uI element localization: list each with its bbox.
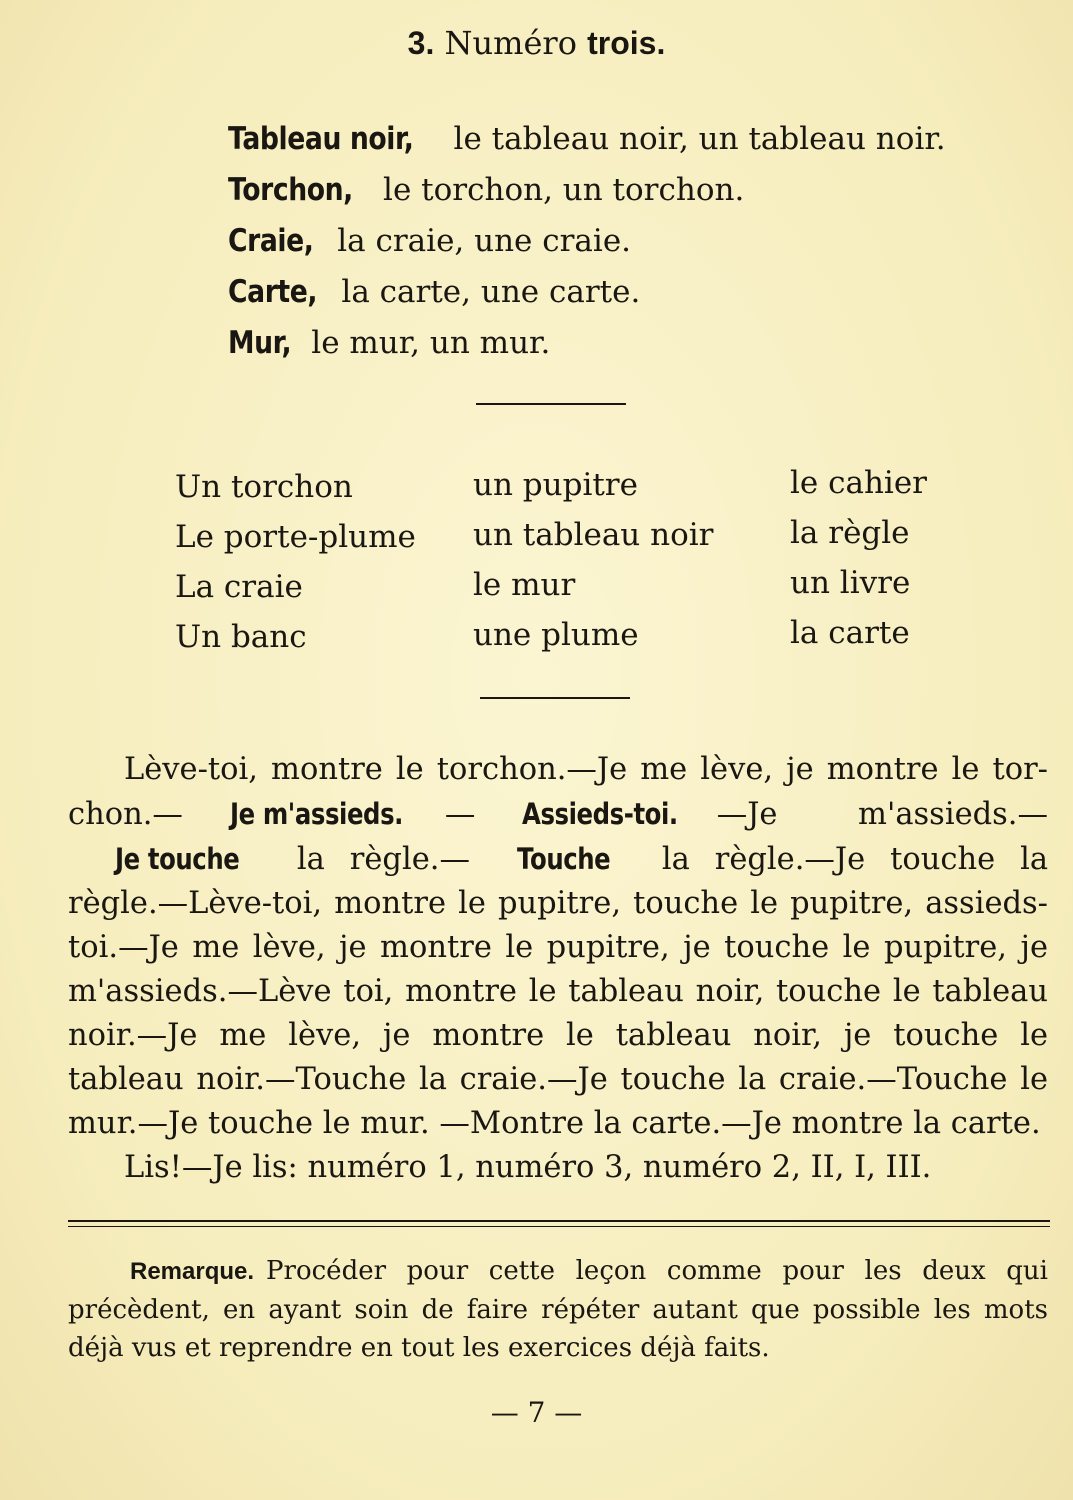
dialogue-text	[68, 748, 1048, 1146]
column-item: la règle	[790, 515, 910, 551]
column-middle	[473, 460, 714, 660]
column-item: Un torchon	[175, 469, 353, 505]
column-item: le cahier	[790, 465, 928, 501]
dialogue-paragraph	[68, 748, 1048, 1190]
column-item: Un banc	[175, 619, 307, 655]
title-number: 3.	[407, 25, 435, 61]
remark	[68, 1252, 1048, 1367]
vocab-term: Craie,	[228, 223, 314, 259]
vocab-text: le mur, un mur.	[301, 325, 551, 361]
vocab-text: le torchon, un torchon.	[373, 172, 745, 208]
dialogue-segment: —Je m'assieds.—	[716, 797, 1048, 832]
dialogue-segment: la règle.—Je touche la règle.—Lève-toi, montre le pupitre, touche le pupitre, assieds-toi.—Je me lève, je montre le pupitre, je touche le pupitre, je m'assieds.—Lève toi, montre le tableau noir, touche le tableau noir.—Je me lève, je montre le tableau noir, je touche le tableau noir.—Touche la craie.—Je touche la craie.—Touche le mur.—Je touche le mur. —Montre la carte.—Je montre la carte.	[68, 842, 1049, 1141]
column-item: le mur	[473, 567, 576, 603]
dialogue-segment: Lève-toi, montre le torchon.—Je me lève, je montre le tor-chon.—	[68, 752, 1048, 832]
vocab-text: le tableau noir, un tableau noir.	[443, 121, 946, 157]
remark-text: Procéder pour cette leçon comme pour les deux qui précèdent, en ayant soin de faire répéter autant que possible les mots déjà vus et reprendre en tout les exercices déjà faits.	[68, 1256, 1048, 1363]
dialogue-last-line: Lis!—Je lis: numéro 1, numéro 3, numéro 2, II, I, III.	[124, 1150, 932, 1185]
divider-bottom	[68, 1226, 1050, 1227]
vocab-term: Carte,	[228, 274, 318, 310]
vocab-line	[228, 165, 946, 216]
vocab-term: Mur,	[228, 325, 292, 361]
dialogue-segment: la règle.—	[272, 842, 470, 877]
vocab-line	[228, 216, 946, 267]
column-item: un pupitre	[473, 467, 638, 503]
vocab-term: Tableau noir,	[228, 121, 414, 157]
vocab-line	[228, 267, 946, 318]
remark-label: Remarque.	[130, 1258, 255, 1285]
column-item: la carte	[790, 615, 910, 651]
page-title	[0, 24, 1073, 62]
dialogue-bold: Assieds-toi.	[522, 797, 679, 831]
vocabulary-list	[228, 114, 946, 369]
title-bold-word: trois.	[587, 25, 666, 61]
vocab-term: Torchon,	[228, 172, 353, 208]
vocab-line	[228, 318, 946, 369]
column-left	[175, 462, 416, 662]
vocab-text: la craie, une craie.	[327, 223, 632, 259]
column-item: Le porte-plume	[175, 519, 416, 555]
dialogue-bold: Touche	[516, 842, 611, 876]
column-item: un tableau noir	[473, 517, 714, 553]
title-word: Numéro	[444, 24, 577, 62]
dialogue-bold: Je m'assieds.	[229, 797, 403, 831]
column-item: un livre	[790, 565, 911, 601]
column-right	[790, 458, 927, 658]
dialogue-bold: Je touche	[115, 842, 240, 876]
dialogue-segment: —	[444, 797, 476, 832]
column-item: La craie	[175, 569, 303, 605]
divider	[480, 697, 630, 699]
column-item: une plume	[473, 617, 639, 653]
vocab-text: la carte, une carte.	[331, 274, 641, 310]
divider	[476, 403, 626, 405]
page-number: — 7 —	[490, 1396, 583, 1429]
divider-top	[68, 1220, 1050, 1222]
vocab-line	[228, 114, 946, 165]
